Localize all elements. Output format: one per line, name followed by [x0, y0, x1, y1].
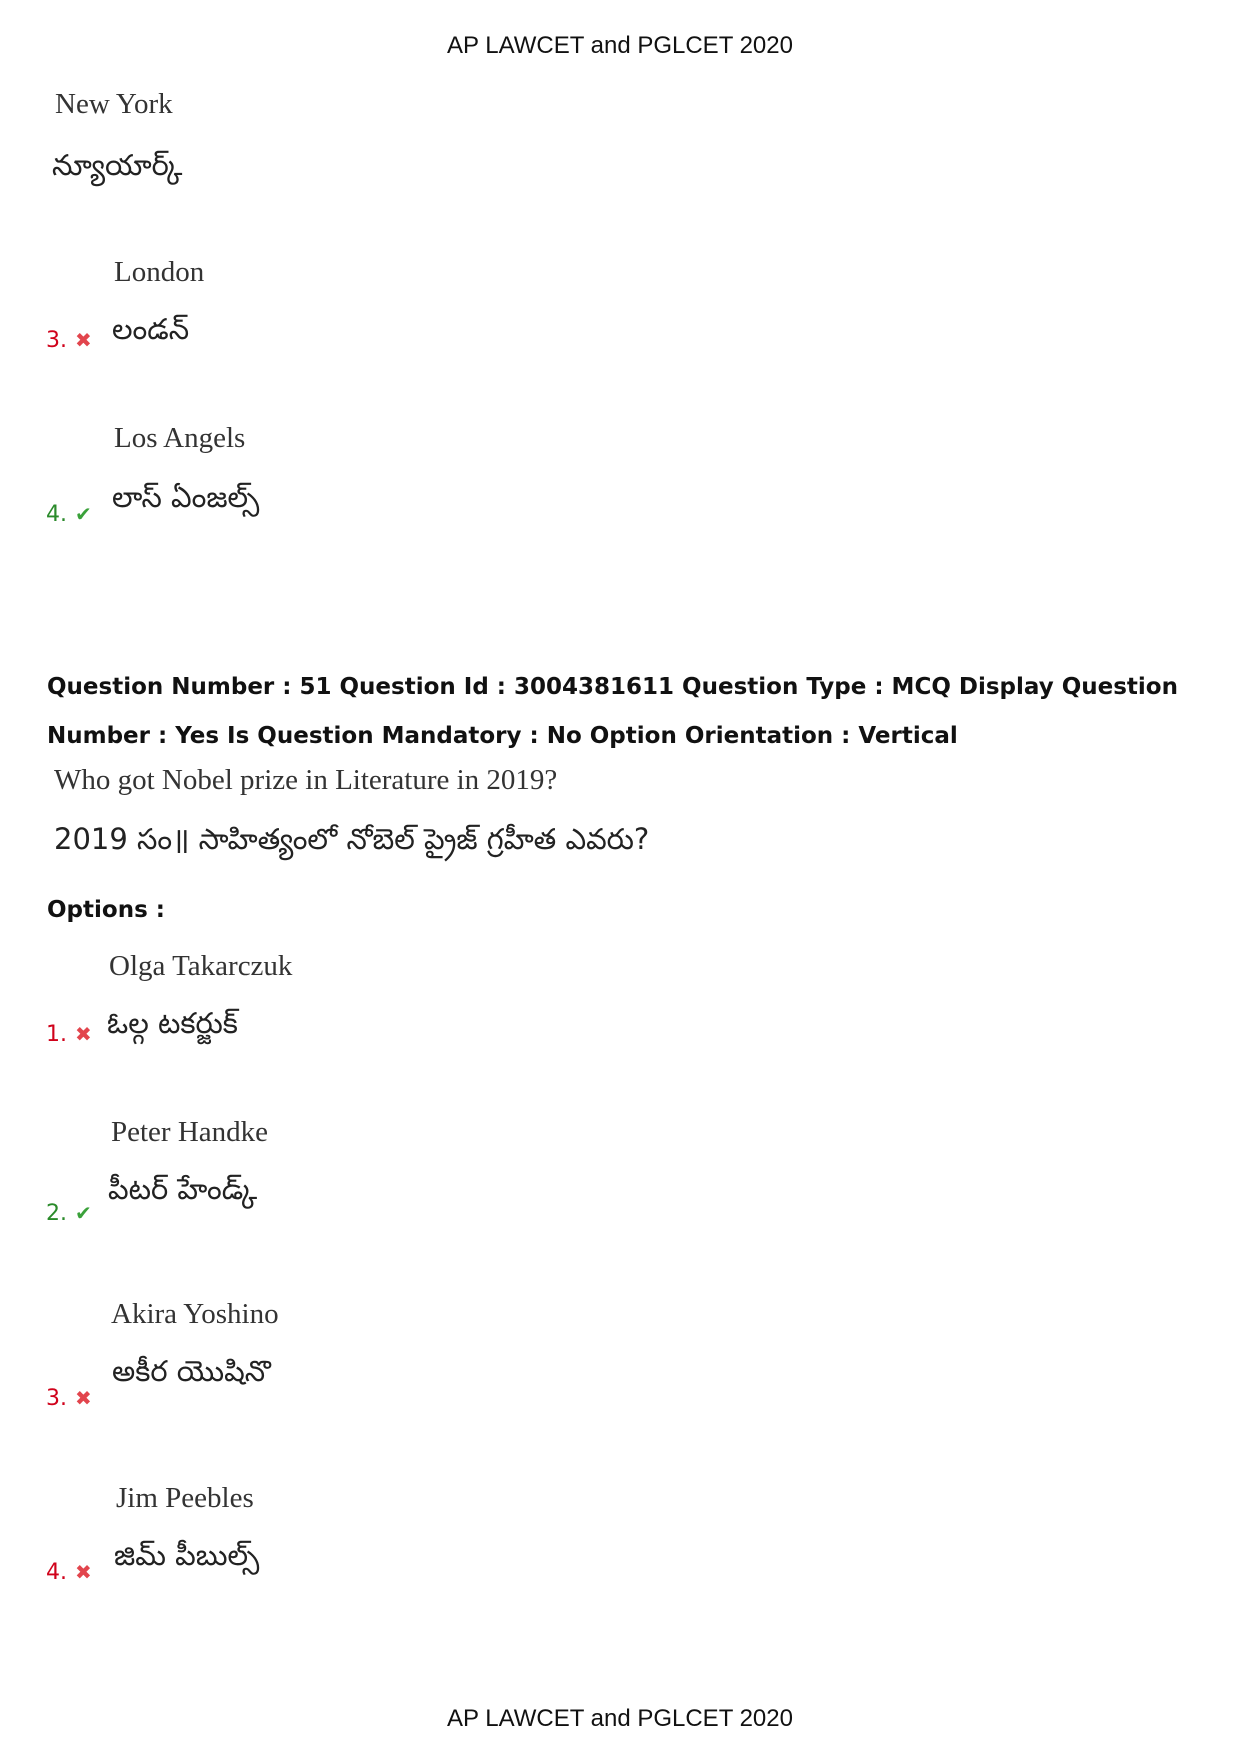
option-english: Akira Yoshino	[111, 1298, 279, 1330]
option-telugu: ఓల్గ టకర్జుక్	[107, 1006, 238, 1040]
question-meta-line2: Number : Yes Is Question Mandatory : No Option Orientation : Vertical	[47, 723, 958, 749]
option-number-row	[46, 502, 92, 527]
option-english: Olga Takarczuk	[109, 950, 293, 982]
option-english: London	[114, 256, 205, 288]
option-english: Jim Peebles	[116, 1482, 254, 1514]
option-number-row	[46, 1022, 92, 1047]
option-telugu: లాస్ ఏంజల్స్	[112, 480, 260, 514]
question-meta-line1: Question Number : 51 Question Id : 3004381611 Question Type : MCQ Display Question	[47, 674, 1178, 700]
page-footer: AP LAWCET and PGLCET 2020	[447, 1705, 793, 1732]
option-telugu: లండన్	[112, 312, 190, 346]
option-number: 2.	[46, 1201, 67, 1226]
option-telugu: పీటర్ హేండ్క్	[108, 1172, 258, 1206]
options-label: Options :	[47, 897, 165, 923]
option-telugu: అకీర యొషినొ	[112, 1354, 271, 1388]
option-number: 4.	[46, 502, 67, 527]
option-number-row	[46, 328, 92, 353]
page-header: AP LAWCET and PGLCET 2020	[447, 32, 793, 59]
check-icon: ✔	[75, 1201, 92, 1225]
question-meta	[47, 663, 1207, 761]
option-number: 4.	[46, 1560, 67, 1585]
wrong-icon: ✖	[75, 1560, 92, 1584]
question-text-english: Who got Nobel prize in Literature in 2019?	[54, 764, 558, 796]
option-number-row	[46, 1560, 92, 1585]
option-number: 3.	[46, 328, 67, 353]
option-english: Peter Handke	[111, 1116, 269, 1148]
option-english-new-york: New York	[55, 88, 173, 120]
question-text-telugu: 2019 సం॥ సాహిత్యంలో నోబెల్ ప్రైజ్ గ్రహీత ఎవరు?	[54, 822, 650, 856]
wrong-icon: ✖	[75, 328, 92, 352]
wrong-icon: ✖	[75, 1386, 92, 1410]
wrong-icon: ✖	[75, 1022, 92, 1046]
check-icon: ✔	[75, 502, 92, 526]
option-number: 1.	[46, 1022, 67, 1047]
option-number: 3.	[46, 1386, 67, 1411]
option-number-row	[46, 1201, 92, 1226]
option-telugu: జిమ్ పీబుల్స్	[114, 1538, 260, 1572]
option-telugu-new-york: న్యూయార్క్	[52, 148, 183, 182]
option-english: Los Angels	[114, 422, 246, 454]
option-number-row	[46, 1386, 92, 1411]
